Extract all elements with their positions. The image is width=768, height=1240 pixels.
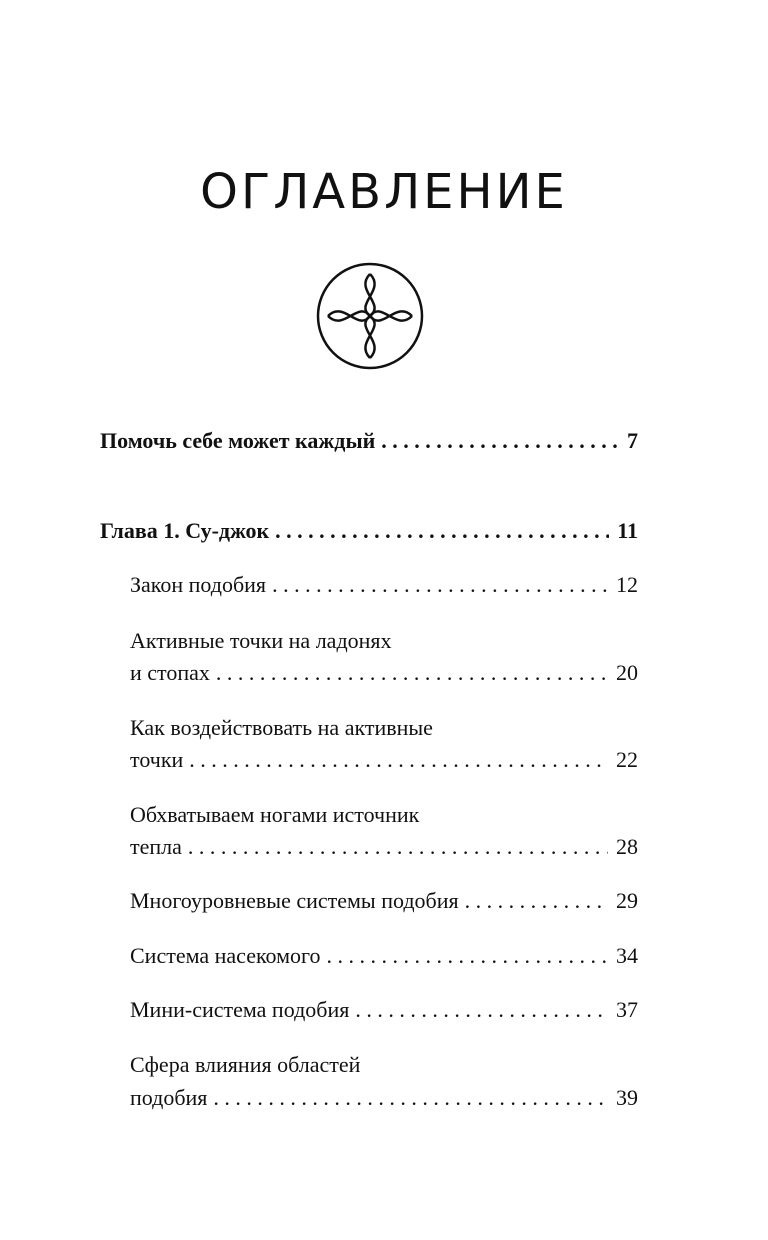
toc-entry-page: 29 (616, 888, 638, 913)
toc-entry-page: 22 (616, 747, 638, 772)
page-title: ОГЛАВЛЕНИЕ (200, 164, 568, 220)
toc-entry-page: 28 (616, 834, 638, 859)
toc-entry[interactable] (130, 1087, 638, 1109)
toc-entry-first-line[interactable]: Сфера влияния областей (130, 1052, 361, 1077)
toc-entry-page: 39 (616, 1085, 638, 1110)
toc-entry-label: тепла (130, 834, 182, 859)
toc-entry[interactable] (130, 662, 638, 684)
dot-leader (272, 574, 608, 596)
toc-entry-label: Закон подобия (130, 572, 267, 597)
toc-entry-label: Мини-система подобия (130, 997, 350, 1022)
toc-entry-label: Глава 1. Су-джок (100, 518, 270, 543)
toc-entry-page: 34 (616, 943, 638, 968)
toc-entry-page: 20 (616, 660, 638, 685)
toc-entry-page: 11 (617, 518, 638, 543)
toc-entry[interactable] (130, 749, 638, 771)
toc-entry[interactable] (130, 574, 638, 596)
toc-entry[interactable] (100, 430, 638, 452)
toc-entry[interactable] (130, 945, 638, 967)
toc-chapter-entry[interactable] (100, 520, 638, 542)
toc-entry[interactable] (130, 999, 638, 1021)
toc-entry-first-line[interactable]: Активные точки на ладонях (130, 628, 392, 653)
dot-leader (465, 890, 608, 912)
toc-entry-page: 7 (627, 428, 638, 453)
toc-entry-page: 12 (616, 572, 638, 597)
toc-entry-label: Многоуровневые системы подобия (130, 888, 459, 913)
dot-leader (216, 662, 608, 684)
dot-leader (327, 945, 608, 967)
dot-leader (188, 836, 608, 858)
dot-leader (189, 749, 608, 771)
toc-entry-label: точки (130, 747, 184, 772)
toc-entry-first-line[interactable]: Обхватываем ногами источник (130, 802, 420, 827)
toc-entry-label: и стопах (130, 660, 210, 685)
toc-entry-first-line[interactable]: Как воздействовать на активные (130, 715, 433, 740)
dot-leader (213, 1087, 608, 1109)
toc-entry-label: подобия (130, 1085, 208, 1110)
dot-leader (355, 999, 608, 1021)
dot-leader (381, 430, 619, 452)
toc-entry-label: Система насекомого (130, 943, 321, 968)
dot-leader (275, 520, 609, 542)
toc-entry-page: 37 (616, 997, 638, 1022)
toc-entry[interactable] (130, 890, 638, 912)
toc-entry-label: Помочь себе может каждый (100, 428, 376, 453)
toc-entry[interactable] (130, 836, 638, 858)
